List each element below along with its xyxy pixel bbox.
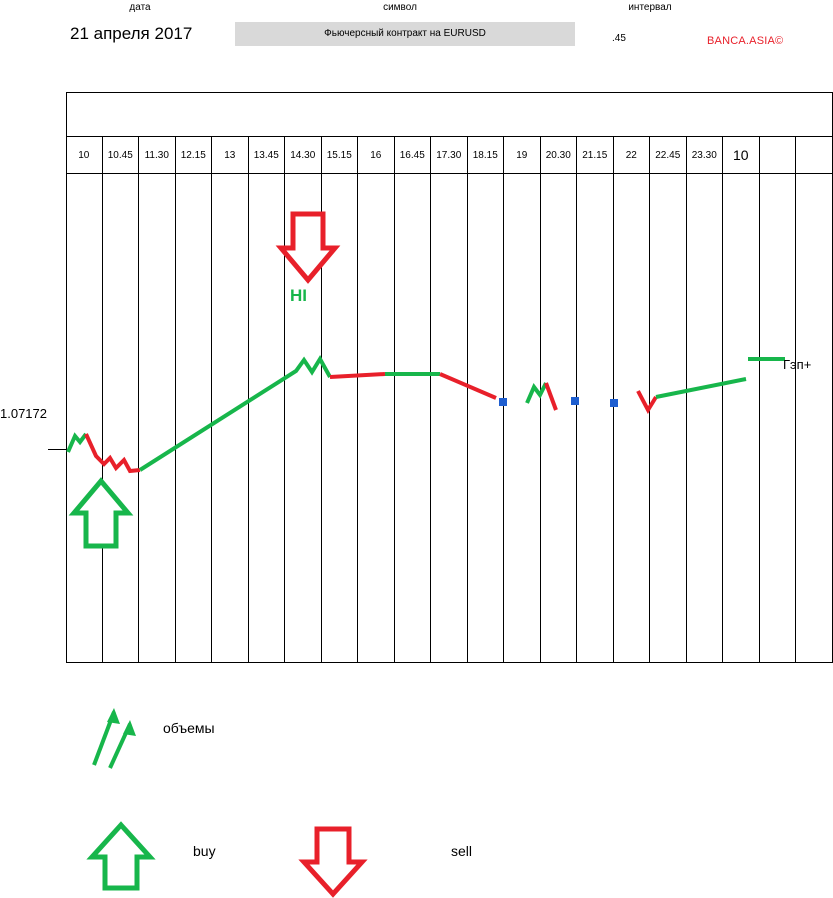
legend-sell-label: sell bbox=[451, 843, 473, 859]
price-segment-down-3 bbox=[546, 383, 556, 410]
time-axis-tick: 16 bbox=[358, 137, 395, 173]
price-series-group bbox=[68, 359, 785, 471]
price-segment-down-pullback bbox=[86, 434, 140, 471]
date-label: дата bbox=[129, 2, 151, 13]
time-axis-tick: 10.45 bbox=[103, 137, 140, 173]
time-axis-tick: 14.30 bbox=[285, 137, 322, 173]
price-segment-down-2 bbox=[440, 374, 496, 398]
price-axis-label: 1.07172 bbox=[0, 406, 47, 421]
interval-label: интервал bbox=[628, 2, 672, 13]
price-segment-down-4 bbox=[638, 391, 656, 410]
brand-watermark: BANCA.ASIA© bbox=[707, 35, 784, 47]
volume-dot bbox=[610, 399, 618, 407]
time-axis-tick: 22.45 bbox=[650, 137, 687, 173]
date-value: 21 апреля 2017 bbox=[70, 24, 193, 43]
volume-dots-group bbox=[499, 397, 618, 407]
hi-annotation: HI bbox=[290, 286, 307, 305]
symbol-label: символ bbox=[383, 2, 417, 13]
time-axis-tick: 17.30 bbox=[431, 137, 468, 173]
buy-arrow-icon bbox=[70, 478, 132, 550]
time-axis-tick: 11.30 bbox=[139, 137, 176, 173]
volumes-arrows-icon bbox=[88, 700, 148, 770]
price-segment-up-2 bbox=[527, 383, 546, 403]
time-axis-tick: 10 bbox=[723, 137, 760, 173]
time-axis-tick: 23.30 bbox=[687, 137, 724, 173]
time-axis-tick: 12.15 bbox=[176, 137, 213, 173]
volume-dot bbox=[499, 398, 507, 406]
time-axis-tick: 22 bbox=[614, 137, 651, 173]
time-axis-tick: 16.45 bbox=[395, 137, 432, 173]
interval-value: .45 bbox=[612, 33, 626, 44]
symbol-value: Фьючерсный контракт на EURUSD bbox=[235, 22, 575, 46]
time-axis-tick: 20.30 bbox=[541, 137, 578, 173]
sell-arrow-icon bbox=[277, 212, 339, 284]
time-axis-tick: 19 bbox=[504, 137, 541, 173]
legend-sell-icon bbox=[300, 826, 368, 898]
legend-buy-label: buy bbox=[193, 843, 216, 859]
price-segment-up-rally bbox=[140, 359, 330, 470]
legend-volumes-label: объемы bbox=[163, 720, 215, 736]
price-segment-up-open bbox=[68, 434, 86, 452]
time-axis-tick: 21.15 bbox=[577, 137, 614, 173]
price-segment-down-1 bbox=[330, 374, 385, 377]
volume-dot bbox=[571, 397, 579, 405]
time-axis-tick: 10 bbox=[66, 137, 103, 173]
time-axis-tick: 18.15 bbox=[468, 137, 505, 173]
price-segment-up-3 bbox=[656, 379, 746, 397]
legend-buy-icon bbox=[88, 822, 156, 890]
time-axis-tick: 13 bbox=[212, 137, 249, 173]
gap-annotation: Гэп+ bbox=[783, 357, 812, 372]
time-axis-tick: 13.45 bbox=[249, 137, 286, 173]
time-axis-tick: 15.15 bbox=[322, 137, 359, 173]
